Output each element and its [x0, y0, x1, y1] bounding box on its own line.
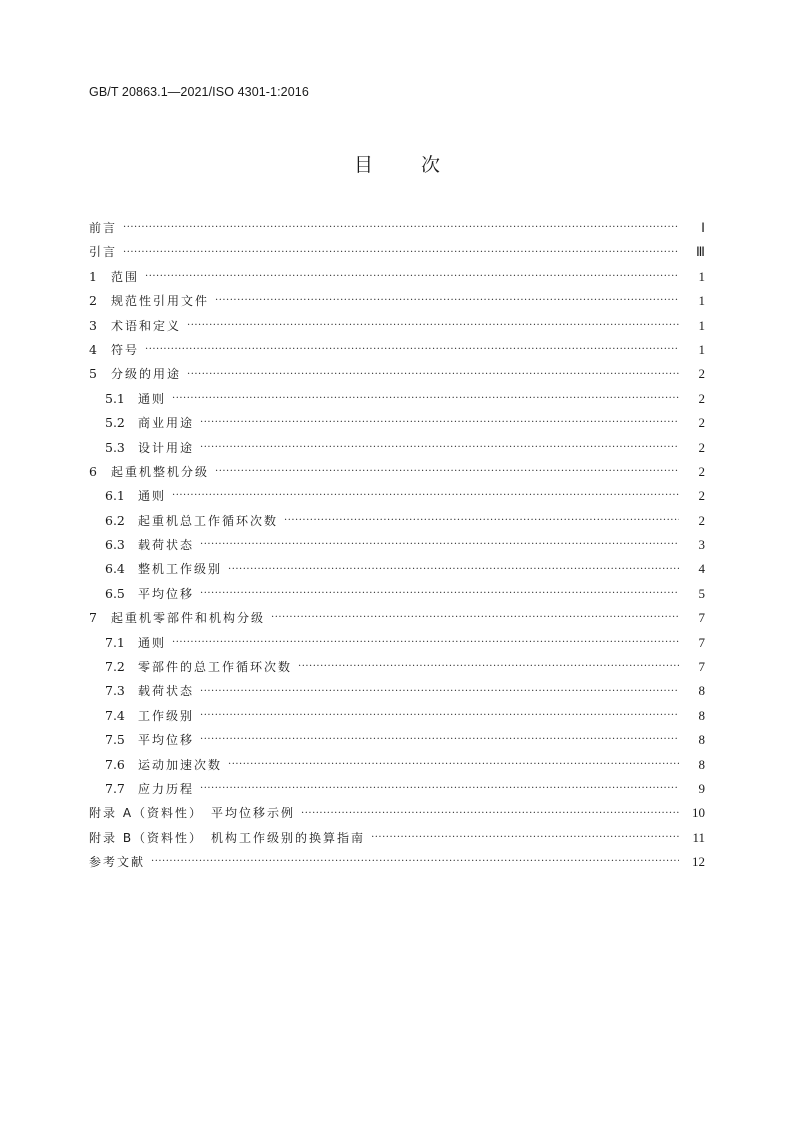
- toc-entry-number: 6.5: [105, 585, 125, 601]
- dot-leader: [172, 387, 679, 411]
- toc-entry[interactable]: [89, 265, 705, 289]
- toc-entry-page: 8: [698, 756, 705, 772]
- toc-entry[interactable]: [89, 801, 705, 825]
- toc-entry-number: 5.1: [105, 390, 125, 406]
- toc-entry-label: 起重机零部件和机构分级: [111, 611, 266, 626]
- toc-entry-label: 载荷状态: [138, 538, 195, 553]
- toc-entry-label: 起重机总工作循环次数: [138, 513, 279, 528]
- toc-entry-number: 6.4: [105, 561, 125, 577]
- toc-entry-label: 前言: [89, 221, 118, 235]
- toc-entry-page: 8: [698, 732, 705, 748]
- toc-entry-label: 引言: [89, 245, 118, 260]
- dot-leader: [151, 850, 679, 874]
- toc-entry-page: 3: [698, 537, 705, 553]
- toc-entry-page: 2: [698, 366, 705, 382]
- dot-leader: [200, 777, 679, 801]
- toc-entry-label: 参考文献: [89, 855, 146, 870]
- dot-leader: [228, 753, 679, 777]
- toc-entry[interactable]: [89, 484, 705, 508]
- toc-entry-label: 术语和定义: [111, 318, 182, 333]
- toc-entry-label: 附录 B（资料性） 机构工作级别的换算指南: [89, 830, 366, 845]
- toc-entry-page: 4: [698, 561, 705, 577]
- toc-entry[interactable]: [89, 777, 705, 801]
- toc-entry-page: 1: [698, 268, 705, 284]
- toc-entry-number: 7.1: [105, 634, 125, 650]
- toc-entry-page: 2: [698, 488, 705, 504]
- toc-entry-page: 1: [698, 341, 705, 357]
- toc-entry[interactable]: [89, 557, 705, 581]
- standard-code-header: GB/T 20863.1—2021/ISO 4301-1:2016: [89, 85, 309, 99]
- toc-entry[interactable]: [89, 509, 705, 533]
- toc-entry-label: 范围: [111, 269, 140, 284]
- toc-entry-number: 5.3: [105, 439, 125, 455]
- page-title: [0, 150, 794, 177]
- toc-entry-label: 整机工作级别: [138, 562, 223, 577]
- toc-entry[interactable]: [89, 704, 705, 728]
- toc-entry[interactable]: [89, 314, 705, 338]
- toc-entry-label: 符号: [111, 342, 140, 357]
- dot-leader: [172, 631, 679, 655]
- toc-entry[interactable]: [89, 606, 705, 630]
- toc-entry-label: 附录 A（资料性） 平均位移示例: [89, 806, 296, 821]
- title-char-2: 次: [421, 154, 441, 176]
- toc-entry-number: 7.6: [105, 756, 125, 772]
- toc-entry[interactable]: [89, 582, 705, 606]
- title-char-1: 目: [353, 154, 373, 176]
- toc-entry-number: 6.2: [105, 512, 125, 528]
- toc-entry-page: 2: [698, 415, 705, 431]
- toc-entry-page: 8: [698, 707, 705, 723]
- toc-entry[interactable]: [89, 533, 705, 557]
- toc-entry-number: 7.2: [105, 659, 125, 675]
- toc-entry-page: 7: [698, 610, 705, 626]
- toc-entry-number: 4: [89, 341, 97, 357]
- toc-entry-label: 设计用途: [138, 440, 195, 455]
- toc-entry-label: 平均位移: [138, 586, 195, 601]
- toc-entry-number: 6.1: [105, 488, 125, 504]
- toc-entry-page: 7: [698, 659, 705, 675]
- toc-entry-label: 规范性引用文件: [111, 294, 210, 309]
- dot-leader: [228, 558, 679, 582]
- dot-leader: [123, 241, 679, 265]
- dot-leader: [187, 363, 679, 387]
- toc-entry-label: 通则: [138, 391, 167, 406]
- toc-entry[interactable]: [89, 411, 705, 435]
- toc-entry-page: 2: [698, 512, 705, 528]
- toc-entry-number: 6: [89, 463, 97, 479]
- dot-leader: [298, 655, 679, 679]
- dot-leader: [271, 606, 679, 630]
- toc-entry-number: 6.3: [105, 537, 125, 553]
- toc-entry-number: 2: [89, 293, 97, 309]
- dot-leader: [200, 680, 679, 704]
- toc-entry-number: 7: [89, 610, 97, 626]
- dot-leader: [200, 582, 679, 606]
- toc-entry-page: 2: [698, 439, 705, 455]
- dot-leader: [215, 460, 679, 484]
- toc-entry[interactable]: [89, 240, 705, 264]
- toc-entry-label: 商业用途: [138, 416, 195, 431]
- toc-entry-label: 平均位移: [138, 733, 195, 748]
- toc-entry-page: 1: [698, 317, 705, 333]
- toc-entry-number: 7.7: [105, 780, 125, 796]
- toc-entry-page: 1: [698, 293, 705, 309]
- toc-entry-label: 零部件的总工作循环次数: [138, 660, 293, 675]
- toc-entry[interactable]: [89, 362, 705, 386]
- dot-leader: [284, 509, 679, 533]
- toc-entry-number: 7.4: [105, 707, 125, 723]
- table-of-contents: [89, 216, 705, 875]
- toc-entry-label: 分级的用途: [111, 367, 182, 382]
- toc-entry-number: 7.5: [105, 732, 125, 748]
- toc-entry[interactable]: [89, 679, 705, 703]
- toc-entry-page: 2: [698, 463, 705, 479]
- toc-entry-page: 9: [698, 780, 705, 796]
- dot-leader: [200, 704, 679, 728]
- toc-entry-label: 应力历程: [138, 781, 195, 796]
- dot-leader: [145, 338, 679, 362]
- toc-entry-page: 11: [692, 829, 705, 845]
- toc-entry-number: 3: [89, 317, 97, 333]
- toc-entry[interactable]: [89, 289, 705, 313]
- dot-leader: [200, 411, 679, 435]
- toc-entry-number: 5: [89, 366, 97, 382]
- toc-entry-number: 7.3: [105, 683, 125, 699]
- toc-entry-number: 5.2: [105, 415, 125, 431]
- toc-entry-label: 载荷状态: [138, 684, 195, 699]
- toc-entry[interactable]: [89, 753, 705, 777]
- toc-entry-page: 12: [692, 854, 705, 870]
- toc-entry-page: 5: [698, 585, 705, 601]
- dot-leader: [123, 216, 679, 240]
- dot-leader: [187, 314, 679, 338]
- toc-entry[interactable]: [89, 338, 705, 362]
- toc-entry[interactable]: [89, 728, 705, 752]
- toc-entry[interactable]: [89, 826, 705, 850]
- toc-entry-page: 7: [698, 634, 705, 650]
- dot-leader: [215, 289, 679, 313]
- dot-leader: [371, 826, 679, 850]
- toc-entry-page: 2: [698, 390, 705, 406]
- toc-entry-page: Ⅲ: [696, 244, 705, 260]
- toc-entry[interactable]: [89, 387, 705, 411]
- toc-entry-page: 8: [698, 683, 705, 699]
- toc-entry[interactable]: [89, 436, 705, 460]
- dot-leader: [301, 802, 679, 826]
- toc-entry-number: 1: [89, 268, 97, 284]
- dot-leader: [200, 436, 679, 460]
- toc-entry[interactable]: [89, 460, 705, 484]
- dot-leader: [172, 484, 679, 508]
- toc-entry[interactable]: [89, 216, 705, 240]
- dot-leader: [200, 728, 679, 752]
- toc-entry-label: 通则: [138, 489, 167, 504]
- toc-entry-label: 起重机整机分级: [111, 464, 210, 479]
- toc-entry-page: 10: [692, 805, 705, 821]
- dot-leader: [200, 533, 679, 557]
- toc-entry[interactable]: [89, 655, 705, 679]
- toc-entry-page: Ⅰ: [701, 220, 705, 235]
- toc-entry[interactable]: [89, 850, 705, 874]
- dot-leader: [145, 265, 679, 289]
- toc-entry-label: 通则: [138, 635, 167, 650]
- toc-entry-label: 运动加速次数: [138, 757, 223, 772]
- toc-entry-label: 工作级别: [138, 708, 195, 723]
- toc-entry[interactable]: [89, 631, 705, 655]
